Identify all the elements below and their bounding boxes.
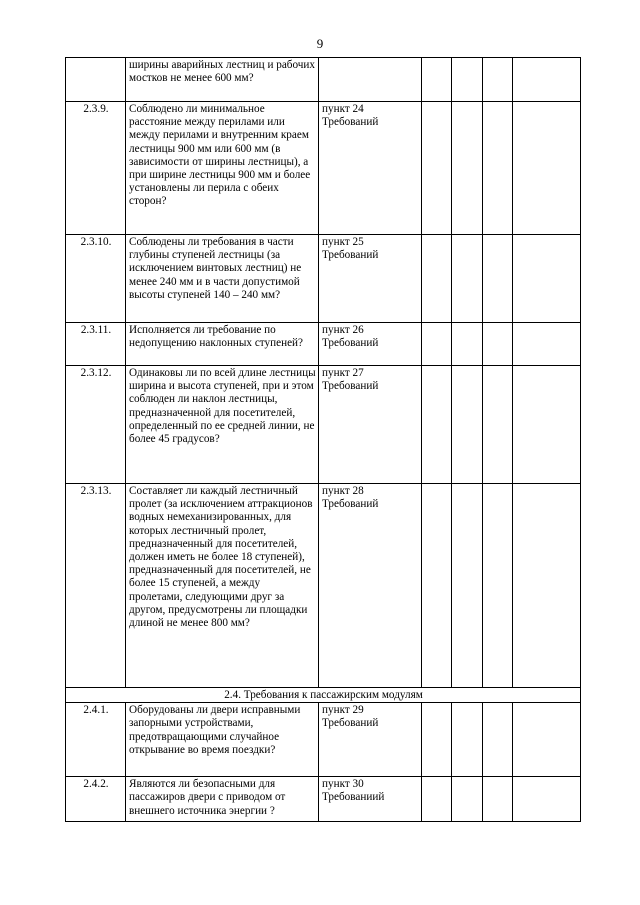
table-row [66,323,581,366]
reference-cell [319,777,422,822]
item-number [66,58,126,102]
reference-line: пункт 27 [322,367,364,379]
question-text: Соблюдены ли требования в части глубины ступеней лестницы (за исключением винтовых лестниц) не менее 240 мм и в части допустимой высоты ступеней 140 – 240 мм? [126,235,319,323]
question-text: Соблюдено ли минимальное расстояние между перилами или между перилами и внутренним краем лестницы 900 мм или 600 мм (в зависимости от ширины лестницы), а при ширине лестницы 900 мм и более установлены ли перила с обеих сторон? [126,102,319,235]
reference-cell [319,102,422,235]
answer-cell [452,58,483,102]
reference-cell [319,484,422,688]
reference-line: пункт 24 [322,103,364,115]
table-row [66,58,581,102]
reference-line: пункт 28 [322,485,364,497]
answer-cell [422,366,452,484]
question-text: Одинаковы ли по всей длине лестницы ширина и высота ступеней, при и этом соблюден ли наклон лестницы, предназначенной для посетителей, определенный по ее средней линии, не более 45 градусов? [126,366,319,484]
item-number: 2.4.1. [66,703,126,777]
table-row [66,235,581,323]
reference-cell [319,703,422,777]
page-number: 9 [316,36,324,51]
note-cell [513,777,581,822]
checklist-table [65,57,581,822]
note-cell [513,323,581,366]
answer-cell [422,323,452,366]
question-text: Оборудованы ли двери исправными запорными устройствами, предотвращающими случайное открывание во время поездки? [126,703,319,777]
note-cell [513,484,581,688]
answer-cell [422,484,452,688]
note-cell [513,366,581,484]
question-text: Являются ли безопасными для пассажиров двери с приводом от внешнего источника энергии ? [126,777,319,822]
reference-line: Требований [322,116,379,129]
reference-line: Требований [322,380,379,393]
section-row [66,688,581,703]
table-row [66,102,581,235]
table-row [66,777,581,822]
answer-cell [422,58,452,102]
answer-cell [452,484,483,688]
table-row [66,484,581,688]
note-cell [513,58,581,102]
answer-cell [452,703,483,777]
item-number: 2.3.13. [66,484,126,688]
reference-cell [319,323,422,366]
reference-line: Требований [322,249,379,262]
item-number: 2.4.2. [66,777,126,822]
answer-cell [452,777,483,822]
table-row [66,703,581,777]
reference-cell [319,58,422,102]
item-number: 2.3.10. [66,235,126,323]
answer-cell [452,102,483,235]
answer-cell [452,235,483,323]
reference-cell [319,366,422,484]
item-number: 2.3.12. [66,366,126,484]
item-number: 2.3.9. [66,102,126,235]
answer-cell [452,323,483,366]
note-cell [513,703,581,777]
section-heading: 2.4. Требования к пассажирским модулям [66,688,581,703]
answer-cell [483,484,513,688]
reference-line: Требований [322,498,379,511]
answer-cell [422,703,452,777]
reference-cell [319,235,422,323]
reference-line: пункт 30 [322,778,364,791]
reference-line: Требованиий [322,791,385,804]
note-cell [513,235,581,323]
answer-cell [483,235,513,323]
answer-cell [422,102,452,235]
question-text: Исполняется ли требование по недопущению наклонных ступеней? [126,323,319,366]
answer-cell [483,102,513,235]
reference-line: пункт 25 [322,236,364,248]
reference-line: Требований [322,717,379,730]
answer-cell [483,366,513,484]
reference-line: Требований [322,337,379,350]
answer-cell [483,777,513,822]
answer-cell [422,235,452,323]
note-cell [513,102,581,235]
question-text: Составляет ли каждый лестничный пролет (за исключением аттракционов водных немеханизированных, для которых лестничный пролет, предназначенный для посетителей, должен иметь не более 18 ступеней), предназначенный для посетителей, не более 15 ступеней, а между пролетами, следующими друг за другом, предусмотрены ли площадки длиной не менее 800 мм? [126,484,319,688]
question-text: ширины аварийных лестниц и рабочих мостков не менее 600 мм? [126,58,319,102]
answer-cell [422,777,452,822]
answer-cell [452,366,483,484]
reference-line: пункт 26 [322,324,364,336]
answer-cell [483,703,513,777]
answer-cell [483,58,513,102]
item-number: 2.3.11. [66,323,126,366]
table-row [66,366,581,484]
reference-line: пункт 29 [322,704,364,717]
answer-cell [483,323,513,366]
